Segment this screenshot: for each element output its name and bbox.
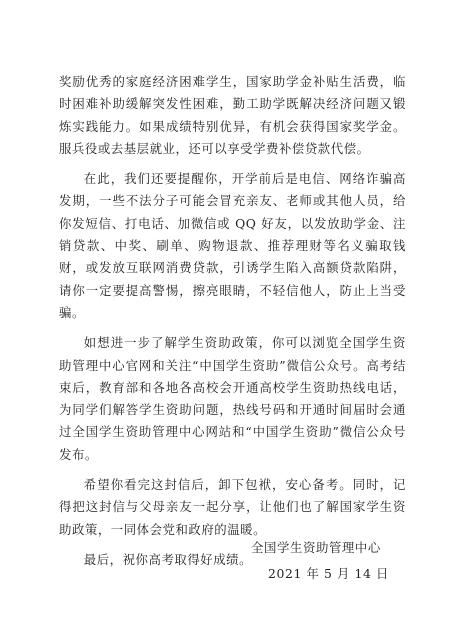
paragraph-hope: 希望你看完这封信后，卸下包袱，安心备考。同时，记得把这封信与父母亲友一起分享，让他们也了解国家学生资助政策，一同体会党和政府的温暖。 bbox=[59, 477, 406, 537]
letter-date: 2021 年 5 月 14 日 bbox=[268, 566, 390, 581]
paragraph-fraud-warning: 在此，我们还要提醒你，开学前后是电信、网络诈骗高发期，一些不法分子可能会冒充亲友、老师或其他人员，给你发短信、打电话、加微信或 QQ 好友，以发放助学金、注销贷款、中奖、刷单、购物退款、推荐理财等名义骗取钱财，或发放互联网消费贷款，引诱学生陷入高额贷款陷阱，请你一定要提高警惕，擦亮眼睛，不轻信他人，防止上当受骗。 bbox=[59, 171, 406, 320]
letter-signature: 全国学生资助管理中心 bbox=[251, 540, 381, 555]
paragraph-more-info: 如想进一步了解学生资助政策，你可以浏览全国学生资助管理中心官网和关注“中国学生资助”微信公众号。高考结束后，教育部和各地各高校会开通高校学生资助热线电话，为同学们解答学生资助问题，热线号码和开通时间届时会通过全国学生资助管理中心网站和“中国学生资助”微信公众号发布。 bbox=[59, 335, 406, 462]
paragraph-closing: 最后，祝你高考取得好成绩。 bbox=[83, 551, 253, 567]
letter-body bbox=[59, 71, 406, 571]
paragraph-continuation: 奖励优秀的家庭经济困难学生，国家助学金补贴生活费，临时困难补助缓解突发性困难，勤工助学既解决经济问题又锻炼实践能力。如果成绩特别优异，有机会获得国家奖学金。服兵役或去基层就业，还可以享受学费补偿贷款代偿。 bbox=[59, 74, 406, 156]
